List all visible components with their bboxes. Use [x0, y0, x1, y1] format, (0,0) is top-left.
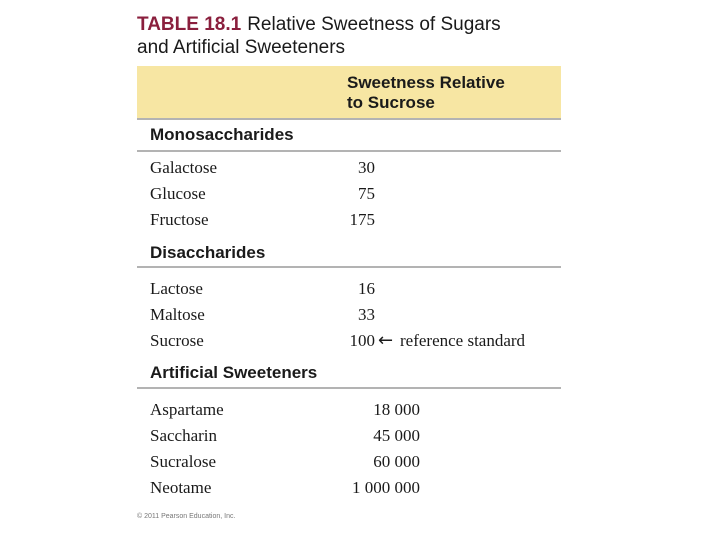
- table-row: [150, 397, 560, 423]
- table-row: [150, 155, 560, 181]
- table-row: [150, 449, 560, 475]
- table-row: [150, 276, 560, 302]
- row-value: 33: [358, 305, 375, 324]
- row-value: 1 000 000: [352, 478, 420, 497]
- table-row: [150, 423, 560, 449]
- row-name: Sucralose: [150, 452, 217, 471]
- column-header-line1: Sweetness Relative: [347, 73, 505, 92]
- row-value: 175: [349, 210, 375, 229]
- row-name: Lactose: [150, 279, 203, 298]
- table-row: [150, 475, 560, 501]
- column-header-line2: to Sucrose: [347, 93, 435, 112]
- section-heading-disaccharides: Disaccharides: [150, 243, 266, 262]
- row-name: Sucrose: [150, 331, 204, 350]
- column-header-band: [137, 66, 561, 120]
- section-heading-monosaccharides: Monosaccharides: [150, 125, 294, 144]
- row-value: 75: [358, 184, 375, 203]
- row-name: Glucose: [150, 184, 206, 203]
- row-value: 18 000: [373, 400, 420, 419]
- table-number: TABLE 18.1: [137, 14, 242, 35]
- table-row: [150, 181, 560, 207]
- row-value: 60 000: [373, 452, 420, 471]
- divider: [137, 266, 561, 268]
- row-name: Galactose: [150, 158, 218, 177]
- row-name: Aspartame: [150, 400, 224, 419]
- table-row: [150, 207, 560, 233]
- row-value: 100: [349, 331, 375, 350]
- row-name: Fructose: [150, 210, 209, 229]
- reference-note: reference standard: [400, 331, 526, 350]
- row-value: 16: [358, 279, 375, 298]
- copyright-notice: © 2011 Pearson Education, Inc.: [137, 513, 236, 520]
- row-name: Neotame: [150, 478, 212, 497]
- row-name: Saccharin: [150, 426, 218, 445]
- table-title: [137, 13, 577, 59]
- divider: [137, 150, 561, 152]
- divider: [137, 387, 561, 389]
- section-heading-artificial-sweeteners: Artificial Sweeteners: [150, 363, 318, 382]
- table-row: [150, 328, 560, 354]
- row-value: 45 000: [373, 426, 420, 445]
- row-value: 30: [358, 158, 375, 177]
- row-name: Maltose: [150, 305, 205, 324]
- column-header: [347, 73, 547, 113]
- table-title-line1: Relative Sweetness of Sugars: [247, 14, 501, 35]
- table-title-line2: and Artificial Sweeteners: [137, 37, 346, 58]
- left-arrow-icon: ←: [378, 330, 394, 351]
- table-row: [150, 302, 560, 328]
